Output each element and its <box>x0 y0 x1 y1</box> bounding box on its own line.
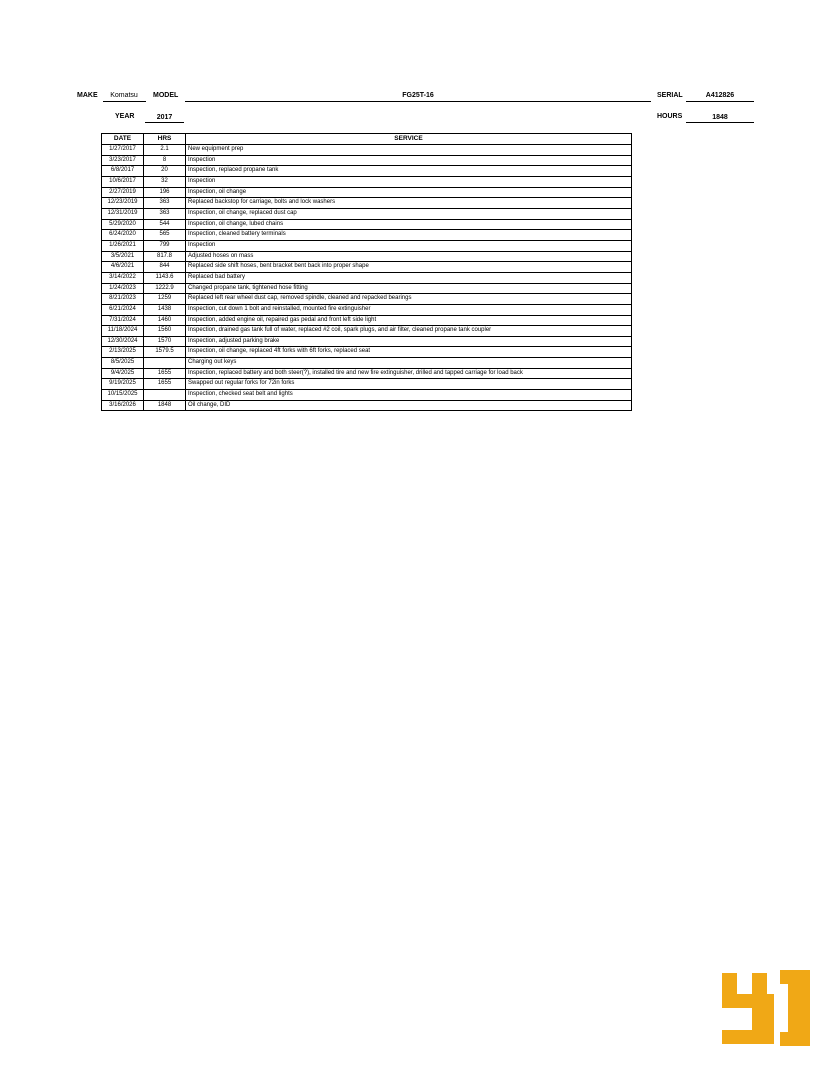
row-date: 3/5/2021 <box>102 251 144 262</box>
hours-value: 1848 <box>712 114 728 121</box>
table-row <box>102 155 632 166</box>
row-hrs: 1438 <box>144 304 186 315</box>
row-service: Inspection <box>186 176 632 187</box>
make-underline <box>103 101 146 102</box>
table-row <box>102 198 632 209</box>
row-date: 1/27/2017 <box>102 145 144 156</box>
row-hrs: 363 <box>144 198 186 209</box>
row-service: New equipment prep <box>186 145 632 156</box>
row-hrs: 1222.9 <box>144 283 186 294</box>
table-body <box>102 145 632 411</box>
row-date: 1/26/2021 <box>102 240 144 251</box>
serial-label: SERIAL <box>657 92 683 99</box>
row-service: Inspection, oil change <box>186 187 632 198</box>
serial-value: A412826 <box>705 92 735 99</box>
row-hrs: 844 <box>144 262 186 273</box>
table-row <box>102 304 632 315</box>
table-row <box>102 145 632 156</box>
row-service: Changed propane tank, tightened hose fitting <box>186 283 632 294</box>
table-row <box>102 400 632 411</box>
row-service: Inspection, adjusted parking brake <box>186 336 632 347</box>
row-service: Inspection <box>186 240 632 251</box>
table-header-row <box>102 134 632 145</box>
row-date: 2/13/2025 <box>102 347 144 358</box>
row-date: 5/29/2020 <box>102 219 144 230</box>
row-date: 10/6/2017 <box>102 176 144 187</box>
row-hrs: 544 <box>144 219 186 230</box>
row-service: Inspection, replaced battery and both steer(?), installed tire and new fire extinguisher, drilled and tapped carriage for load back <box>186 368 632 379</box>
row-date: 9/19/2025 <box>102 379 144 390</box>
table-row <box>102 208 632 219</box>
row-hrs: 817.8 <box>144 251 186 262</box>
logo-shape <box>780 1032 810 1046</box>
row-date: 2/27/2019 <box>102 187 144 198</box>
table-row <box>102 368 632 379</box>
row-date: 10/15/2025 <box>102 390 144 401</box>
table-row <box>102 262 632 273</box>
make-label: MAKE <box>77 92 98 99</box>
row-date: 9/4/2025 <box>102 368 144 379</box>
row-date: 11/18/2024 <box>102 326 144 337</box>
row-service: Replaced side shift hoses, bent bracket bent back into proper shape <box>186 262 632 273</box>
row-hrs: 1570 <box>144 336 186 347</box>
table-row <box>102 166 632 177</box>
logo-shape <box>722 1030 774 1044</box>
row-hrs: 1460 <box>144 315 186 326</box>
table-row <box>102 176 632 187</box>
year-label: YEAR <box>115 113 135 120</box>
row-hrs: 1848 <box>144 400 186 411</box>
row-service: Replaced left rear wheel dust cap, removed spindle, cleaned and repacked bearings <box>186 294 632 305</box>
table-row <box>102 240 632 251</box>
row-hrs: 1560 <box>144 326 186 337</box>
row-service: Inspection, added engine oil, repaired gas pedal and front left side light <box>186 315 632 326</box>
row-service: Replaced backstop for carriage, bolts and lock washers <box>186 198 632 209</box>
row-service: Replaced bad battery <box>186 272 632 283</box>
row-service: Inspection, cleaned battery terminals <box>186 230 632 241</box>
row-date: 12/31/2019 <box>102 208 144 219</box>
row-hrs: 565 <box>144 230 186 241</box>
row-hrs: 1655 <box>144 368 186 379</box>
row-service: Inspection, oil change, lubed chains <box>186 219 632 230</box>
row-date: 1/24/2023 <box>102 283 144 294</box>
row-date: 3/16/2026 <box>102 400 144 411</box>
row-service: Inspection, oil change, replaced 4ft forks with 6ft forks, replaced seat <box>186 347 632 358</box>
model-underline <box>185 101 651 102</box>
row-hrs: 1579.5 <box>144 347 186 358</box>
serial-underline <box>686 101 754 102</box>
row-hrs <box>144 390 186 401</box>
table-row <box>102 230 632 241</box>
table-row <box>102 347 632 358</box>
row-service: Inspection, drained gas tank full of water, replaced #2 coil, spark plugs, and air filter, cleaned propane tank coupler <box>186 326 632 337</box>
row-service: Inspection, replaced propane tank <box>186 166 632 177</box>
company-logo <box>722 970 810 1046</box>
row-service: Inspection <box>186 155 632 166</box>
column-header-hrs: HRS <box>144 134 186 145</box>
model-value: FG25T-16 <box>402 92 434 99</box>
table-row <box>102 379 632 390</box>
row-service: Inspection, oil change, replaced dust cap <box>186 208 632 219</box>
service-log-table <box>101 133 632 411</box>
row-hrs: 799 <box>144 240 186 251</box>
row-hrs <box>144 358 186 369</box>
row-service: Swapped out regular forks for 72in forks <box>186 379 632 390</box>
year-underline <box>145 122 184 123</box>
row-service: Inspection, cut down 1 bolt and reinstalled, mounted fire extinguisher <box>186 304 632 315</box>
row-hrs: 32 <box>144 176 186 187</box>
row-hrs: 2.1 <box>144 145 186 156</box>
row-date: 7/31/2024 <box>102 315 144 326</box>
table-row <box>102 315 632 326</box>
row-date: 12/30/2024 <box>102 336 144 347</box>
row-date: 4/6/2021 <box>102 262 144 273</box>
row-hrs: 8 <box>144 155 186 166</box>
row-date: 3/23/2017 <box>102 155 144 166</box>
row-date: 8/5/2025 <box>102 358 144 369</box>
make-value: Komatsu <box>110 92 138 99</box>
table-row <box>102 294 632 305</box>
row-date: 6/24/2020 <box>102 230 144 241</box>
row-hrs: 20 <box>144 166 186 177</box>
table-row <box>102 390 632 401</box>
row-service: Inspection, checked seat belt and lights <box>186 390 632 401</box>
logo-shapes <box>722 970 810 1046</box>
row-date: 8/21/2023 <box>102 294 144 305</box>
table-row <box>102 283 632 294</box>
row-hrs: 1655 <box>144 379 186 390</box>
row-date: 6/21/2024 <box>102 304 144 315</box>
table-row <box>102 251 632 262</box>
table-row <box>102 187 632 198</box>
hours-label: HOURS <box>657 113 683 120</box>
row-hrs: 363 <box>144 208 186 219</box>
row-date: 6/8/2017 <box>102 166 144 177</box>
table-row <box>102 358 632 369</box>
table-row <box>102 326 632 337</box>
model-label: MODEL <box>153 92 179 99</box>
table-row <box>102 219 632 230</box>
column-header-date: DATE <box>102 134 144 145</box>
row-date: 3/14/2022 <box>102 272 144 283</box>
row-hrs: 1259 <box>144 294 186 305</box>
table-row <box>102 336 632 347</box>
row-service: Oil change, DID <box>186 400 632 411</box>
table-row <box>102 272 632 283</box>
row-service: Adjusted hoses on mass <box>186 251 632 262</box>
row-date: 12/23/2019 <box>102 198 144 209</box>
row-service: Charging out keys <box>186 358 632 369</box>
row-hrs: 196 <box>144 187 186 198</box>
column-header-service: SERVICE <box>186 134 632 145</box>
row-hrs: 1143.6 <box>144 272 186 283</box>
year-value: 2017 <box>156 114 173 121</box>
hours-underline <box>686 122 754 123</box>
